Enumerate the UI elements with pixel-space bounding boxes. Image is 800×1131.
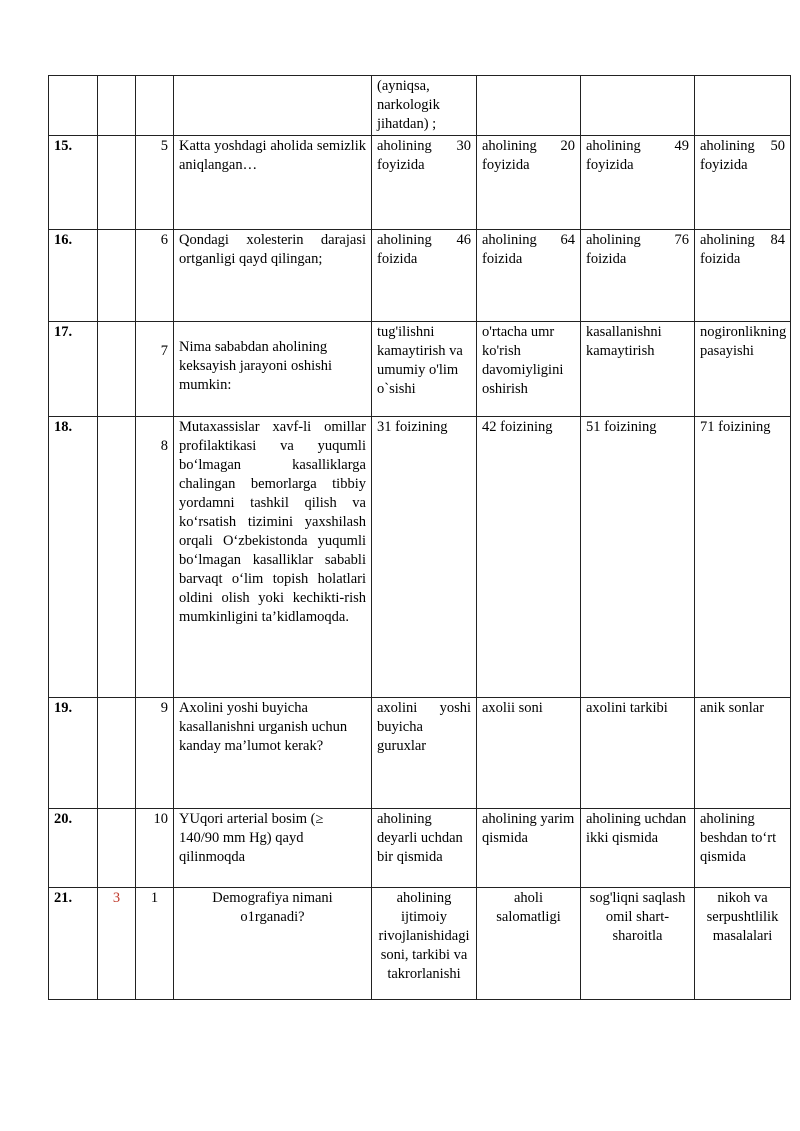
answer-d: aholining beshdan to‘rt qismida [695,809,791,888]
question-text: YUqori arterial bosim (≥ 140/90 mm Hg) qayd qilinmoqda [174,809,372,888]
answer-d: nogironlikning pasayishi [695,322,791,417]
answer-c: sog'liqni saqlash omil shart-sharoitla [581,888,695,1000]
table-row [49,136,791,230]
table-row [49,888,791,1000]
answer-a: aholining 46 foizida [372,230,477,322]
section-number [98,136,136,230]
answer-d: 71 foizining [695,417,791,698]
answer-b: 42 foizining [477,417,581,698]
answer-b: aholining 20 foyizida [477,136,581,230]
answer-a: (ayniqsa, narkologik jihatdan) ; [372,76,477,136]
answer-c: aholining uchdan ikki qismida [581,809,695,888]
question-text: Mutaxassislar xavf-li omillar profilaktikasi va yuqumli bo‘lmagan kasalliklarga chalingan bemorlarga tibbiy yordamni tashkil qilish va ko‘rsatish tizimini yaxshilash orqali O‘zbekistonda yuqumli bo‘lmagan kasalliklar sababli barvaqt o‘lim topish holatlari oldini olish yoki kechikti-rish mumkinligini ta’kidlamoqda. [174,417,372,698]
answer-b: aholining 64 foizida [477,230,581,322]
answer-c: 51 foizining [581,417,695,698]
section-number [98,698,136,809]
table-row [49,417,791,698]
question-text: Katta yoshdagi aholida semizlik aniqlangan… [174,136,372,230]
sub-number: 7 [136,322,174,417]
question-table [48,75,791,1000]
table-row [49,322,791,417]
answer-c [581,76,695,136]
row-number: 19. [49,698,98,809]
answer-b: axolii soni [477,698,581,809]
question-text: Nima sababdan aholining keksayish jarayoni oshishi mumkin: [174,322,372,417]
question-text: Axolini yoshi buyicha kasallanishni urganish uchun kanday ma’lumot kerak? [174,698,372,809]
sub-number: 8 [136,417,174,698]
answer-b: aholining yarim qismida [477,809,581,888]
row-number: 15. [49,136,98,230]
answer-a: tug'ilishni kamaytirish va umumiy o'lim o`sishi [372,322,477,417]
answer-d: nikoh va serpushtlilik masalalari [695,888,791,1000]
section-number: 3 [98,888,136,1000]
question-text: Qondagi xolesterin darajasi ortganligi qayd qilingan; [174,230,372,322]
answer-c: kasallanishni kamaytirish [581,322,695,417]
section-number [98,809,136,888]
question-text: Demografiya nimani o1rganadi? [174,888,372,1000]
row-number: 18. [49,417,98,698]
answer-a: aholining 30 foyizida [372,136,477,230]
table-row [49,230,791,322]
section-number [98,417,136,698]
answer-a: 31 foizining [372,417,477,698]
answer-d: anik sonlar [695,698,791,809]
sub-number [136,76,174,136]
answer-d [695,76,791,136]
row-number: 21. [49,888,98,1000]
section-number [98,76,136,136]
answer-a: aholining deyarli uchdan bir qismida [372,809,477,888]
answer-b: o'rtacha umr ko'rish davomiyligini oshirish [477,322,581,417]
row-number: 17. [49,322,98,417]
sub-number: 9 [136,698,174,809]
answer-b: aholi salomatligi [477,888,581,1000]
table-row [49,698,791,809]
sub-number: 5 [136,136,174,230]
answer-c: axolini tarkibi [581,698,695,809]
table-row [49,809,791,888]
answer-a: aholining ijtimoiy rivojlanishidagi soni, tarkibi va takrorlanishi [372,888,477,1000]
answer-d: aholining 50 foyizida [695,136,791,230]
row-number: 20. [49,809,98,888]
sub-number: 6 [136,230,174,322]
row-number: 16. [49,230,98,322]
row-number [49,76,98,136]
section-number [98,322,136,417]
answer-d: aholining 84 foizida [695,230,791,322]
answer-a: axolini yoshi buyicha guruxlar [372,698,477,809]
table-row [49,76,791,136]
answer-b [477,76,581,136]
sub-number: 10 [136,809,174,888]
sub-number: 1 [136,888,174,1000]
answer-c: aholining 76 foizida [581,230,695,322]
section-number [98,230,136,322]
answer-c: aholining 49 foyizida [581,136,695,230]
question-text [174,76,372,136]
